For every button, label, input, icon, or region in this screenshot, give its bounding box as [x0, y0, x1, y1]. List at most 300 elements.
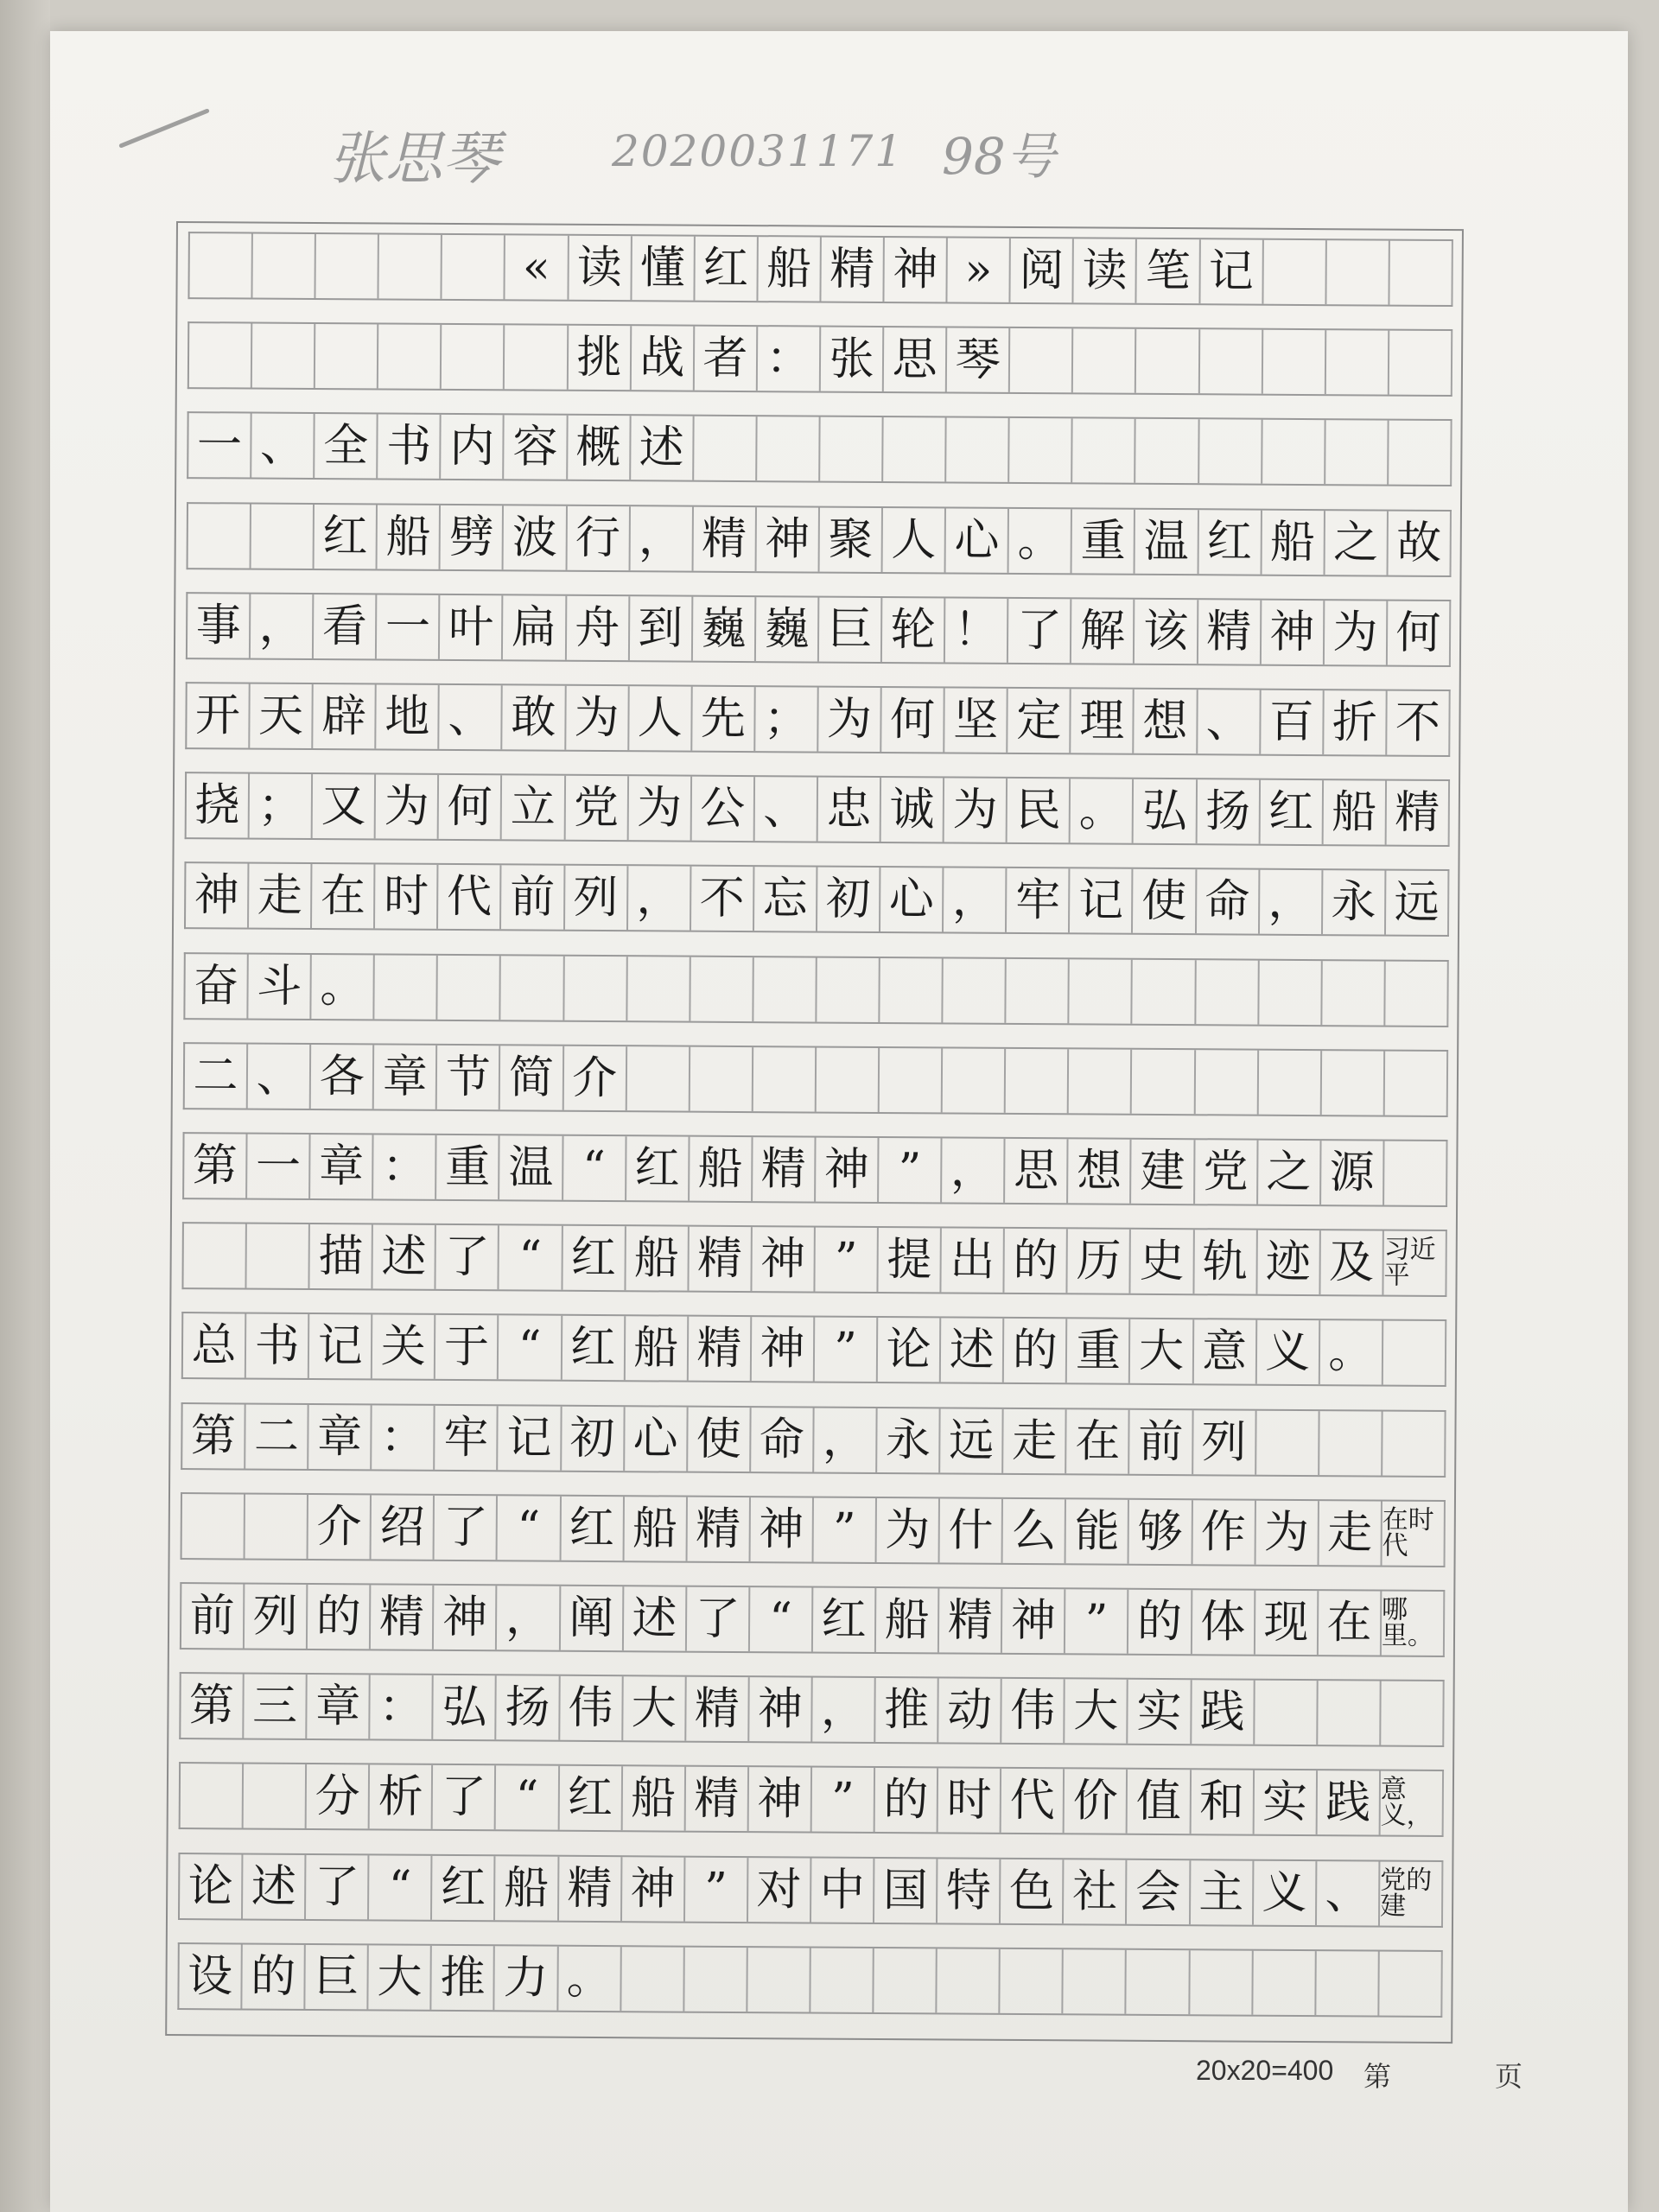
grid-cell: ， [812, 1678, 876, 1742]
grid-cell: 述 [624, 1586, 688, 1650]
grid-cell [757, 417, 821, 481]
grid-cell: 推 [875, 1678, 939, 1742]
grid-cell: 不 [1387, 691, 1451, 755]
grid-cell: 精 [1387, 781, 1451, 845]
grid-cell: 论 [180, 1854, 244, 1918]
grid-cell: 神 [750, 1497, 814, 1561]
grid-cell: 阐 [560, 1586, 624, 1650]
grid-cell: 意义， [1381, 1771, 1445, 1835]
grid-row [177, 1942, 1442, 2018]
grid-cell: 故 [1388, 511, 1452, 575]
grid-cell: 战 [632, 326, 696, 390]
grid-cell [1389, 421, 1452, 485]
grid-cell: 中 [811, 1858, 875, 1922]
grid-cell: 精 [559, 1856, 623, 1920]
grid-cell: 神 [186, 863, 250, 927]
grid-cell: 懂 [632, 236, 696, 300]
grid-cell: ， [944, 868, 1007, 932]
grid-cell: 红 [432, 1855, 496, 1919]
grid-cell: 前 [1130, 1409, 1194, 1473]
grid-cell [694, 416, 758, 480]
grid-row [183, 1042, 1448, 1117]
grid-cell: 巍 [756, 597, 820, 661]
grid-cell: 精 [689, 1317, 753, 1381]
grid-cell [1322, 1051, 1386, 1115]
grid-cell [880, 958, 944, 1022]
grid-cell [627, 957, 691, 1020]
grid-cell [1389, 241, 1453, 305]
grid-cell [1389, 331, 1453, 395]
grid-cell: 作 [1192, 1500, 1256, 1564]
grid-cell: 天 [250, 684, 314, 748]
grid-cell: 精 [693, 506, 757, 570]
grid-cell [1069, 1049, 1133, 1113]
grid-cell: 描 [310, 1224, 374, 1288]
grid-cell [316, 234, 380, 298]
grid-cell [1255, 1681, 1319, 1745]
grid-cell: 章 [310, 1135, 374, 1198]
grid-cell: 神 [885, 238, 949, 302]
grid-cell: 立 [502, 776, 566, 840]
grid-cell: 斗 [248, 954, 312, 1018]
grid-cell [438, 955, 502, 1019]
grid-cell: 永 [1323, 871, 1387, 935]
grid-cell: 了 [1008, 599, 1072, 663]
grid-cell: 读 [1074, 238, 1138, 302]
grid-row [184, 861, 1449, 937]
grid-cell [1262, 420, 1326, 484]
grid-cell [442, 235, 506, 299]
grid-cell: 述 [631, 416, 695, 480]
grid-row [181, 1492, 1446, 1567]
grid-cell: “ [369, 1855, 433, 1919]
grid-cell: 为 [877, 1498, 941, 1562]
grid-cell: ： [758, 327, 822, 391]
grid-cell [1325, 421, 1389, 485]
grid-cell [1383, 1321, 1447, 1385]
grid-cell: 永 [877, 1408, 941, 1472]
grid-row [187, 411, 1452, 486]
grid-cell: 使 [1133, 869, 1197, 933]
grid-cell: 列 [565, 866, 629, 930]
grid-cell: 、 [251, 414, 315, 478]
grid-cell: 精 [939, 1588, 1003, 1652]
grid-cell: ： [372, 1405, 435, 1469]
grid-cell [189, 323, 253, 387]
grid-cell: 记 [309, 1314, 373, 1378]
grid-cell: 船 [626, 1317, 690, 1381]
grid-cell: 忠 [818, 778, 882, 842]
grid-cell: 记 [1070, 869, 1134, 933]
grid-cell [252, 324, 316, 388]
grid-cell [690, 957, 754, 1020]
grid-cell: 开 [187, 683, 251, 747]
grid-cell: 建 [1132, 1140, 1196, 1204]
grid-cell: 和 [1191, 1770, 1255, 1834]
grid-cell: 神 [434, 1586, 498, 1649]
grid-cell: 色 [1001, 1859, 1065, 1923]
grid-cell: 为 [566, 686, 630, 750]
grid-cell: 精 [687, 1497, 751, 1560]
grid-cell: 神 [1262, 600, 1325, 664]
grid-cell [1385, 961, 1449, 1025]
grid-cell [817, 957, 880, 1021]
grid-cell [1199, 329, 1263, 393]
grid-cell: 践 [1192, 1680, 1255, 1744]
grid-cell: 时 [938, 1769, 1002, 1833]
grid-cell [817, 1047, 880, 1111]
grid-cell [188, 504, 252, 568]
grid-cell: » [948, 238, 1012, 302]
grid-cell: ： [371, 1675, 435, 1739]
grid-cell: 之 [1258, 1141, 1322, 1205]
grid-size-label: 20x20=400 [1196, 2055, 1334, 2086]
grid-cell: 民 [1007, 779, 1071, 842]
grid-cell: 了 [433, 1765, 497, 1829]
grid-cell: 党 [565, 776, 629, 840]
grid-cell [874, 1948, 938, 2012]
grid-cell: 推 [432, 1946, 496, 2010]
grid-cell: 劈 [441, 505, 505, 569]
grid-cell: 公 [691, 777, 755, 841]
grid-cell [938, 1948, 1001, 2012]
grid-cell: 张 [821, 327, 885, 391]
grid-cell: 的 [1128, 1590, 1192, 1654]
grid-cell: 人 [629, 686, 693, 750]
grid-cell: 会 [1127, 1859, 1191, 1923]
grid-row [181, 1222, 1446, 1297]
grid-cell [1001, 1949, 1065, 2013]
grid-cell: 为 [1325, 601, 1389, 664]
grid-cell: 章 [308, 1405, 372, 1469]
grid-cell: 地 [377, 684, 441, 748]
grid-cell [1006, 1049, 1070, 1113]
grid-cell: 扬 [1197, 779, 1261, 843]
grid-cell: 神 [622, 1857, 686, 1921]
grid-cell: 神 [752, 1317, 816, 1381]
grid-cell: 特 [938, 1859, 1001, 1923]
grid-cell: 、 [1198, 690, 1262, 753]
grid-cell: 船 [876, 1588, 940, 1652]
grid-cell [189, 233, 253, 297]
grid-cell: 辟 [313, 684, 377, 748]
grid-cell: 的 [308, 1585, 372, 1649]
grid-cell: 该 [1135, 600, 1198, 664]
grid-cell: 思 [884, 327, 948, 391]
grid-cell: 历 [1068, 1230, 1132, 1294]
grid-cell: 、 [440, 685, 504, 749]
grid-cell [1322, 961, 1386, 1025]
grid-cell: 红 [561, 1497, 625, 1560]
grid-cell: 关 [372, 1315, 436, 1379]
grid-cell: 述 [373, 1225, 437, 1289]
grid-cell: 理 [1071, 689, 1135, 753]
grid-cell: 第 [184, 1134, 248, 1198]
grid-cell: 总 [183, 1313, 247, 1377]
grid-cell: 轮 [882, 598, 946, 662]
grid-cell: 各 [311, 1045, 375, 1109]
grid-cell: 哪里。 [1382, 1592, 1446, 1656]
grid-cell: ” [815, 1318, 879, 1382]
grid-cell: 大 [1065, 1680, 1129, 1744]
grid-cell: 介 [563, 1046, 627, 1110]
grid-cell [182, 1494, 246, 1558]
grid-cell: 读 [569, 236, 632, 300]
grid-cell [379, 234, 443, 298]
grid-cell: ” [812, 1768, 876, 1832]
grid-cell: 温 [1135, 509, 1199, 573]
grid-cell [1259, 960, 1323, 1024]
grid-cell: 二 [185, 1044, 249, 1108]
grid-cell [747, 1948, 811, 2012]
grid-cell: 全 [315, 414, 378, 478]
grid-cell: 践 [1317, 1770, 1381, 1834]
grid-cell: 走 [249, 864, 313, 928]
grid-cell: 牢 [1007, 868, 1071, 932]
grid-cell: 。 [1009, 508, 1073, 572]
grid-cell [1133, 959, 1197, 1023]
grid-cell: 牢 [435, 1405, 499, 1469]
grid-cell: ； [755, 687, 819, 751]
grid-cell: 看 [314, 594, 378, 658]
grid-cell: 使 [688, 1407, 752, 1471]
grid-cell: 值 [1128, 1770, 1192, 1834]
grid-cell: 习近平 [1383, 1231, 1447, 1295]
grid-cell: 的 [242, 1944, 306, 2008]
grid-cell: 红 [695, 237, 759, 301]
grid-cell: 为 [818, 688, 882, 752]
grid-cell: 船 [624, 1497, 688, 1560]
grid-cell [1258, 1050, 1322, 1114]
grid-cell: 神 [749, 1677, 813, 1741]
grid-cell [183, 1224, 247, 1287]
grid-cell: ， [1260, 870, 1324, 934]
grid-row [186, 592, 1451, 667]
grid-cell: 叶 [440, 595, 504, 659]
grid-cell [1136, 329, 1200, 393]
grid-cell: 在 [1319, 1591, 1382, 1655]
grid-cell [810, 1948, 874, 2012]
grid-cell: 现 [1255, 1591, 1319, 1655]
grid-row [181, 1402, 1446, 1478]
grid-cell: 巍 [693, 596, 757, 660]
grid-cell: 的 [1004, 1319, 1068, 1382]
grid-cell: 党的建 [1380, 1861, 1444, 1925]
grid-cell: 二 [245, 1404, 309, 1468]
grid-row [188, 232, 1452, 307]
grid-cell [1070, 959, 1134, 1023]
grid-cell: 章 [374, 1045, 438, 1109]
grid-cell: 、 [755, 777, 819, 841]
grid-cell [1256, 1410, 1320, 1474]
grid-cell: 、 [248, 1044, 312, 1108]
grid-cell: 一 [247, 1135, 311, 1198]
grid-cell [1381, 1681, 1445, 1745]
grid-cell: 远 [940, 1408, 1004, 1472]
grid-cell [1007, 958, 1071, 1022]
grid-cell: 记 [499, 1406, 563, 1470]
grid-cell [1382, 1411, 1446, 1475]
grid-cell: 什 [940, 1498, 1004, 1562]
grid-cell: 精 [686, 1677, 750, 1741]
grid-cell: 对 [748, 1858, 812, 1922]
grid-cell [943, 1048, 1007, 1112]
grid-cell [880, 1048, 944, 1112]
grid-cell: 神 [1002, 1589, 1066, 1653]
grid-cell [247, 1224, 311, 1288]
grid-cell: 想 [1068, 1139, 1132, 1203]
grid-cell [753, 957, 817, 1021]
grid-cell: 船 [690, 1137, 753, 1201]
grid-cell: 事 [188, 594, 251, 658]
grid-cell [1384, 1141, 1448, 1205]
grid-cell: 何 [1388, 601, 1452, 664]
grid-cell: 红 [562, 1316, 626, 1380]
grid-cell [505, 326, 569, 390]
page-suffix-label: 页 [1495, 2061, 1523, 2092]
grid-cell: 神 [752, 1227, 816, 1291]
grid-cell: 章 [307, 1675, 371, 1738]
grid-cell: 实 [1128, 1680, 1192, 1744]
grid-cell: 思 [1005, 1139, 1069, 1203]
grid-cell: 第 [181, 1674, 245, 1738]
grid-cell [1073, 329, 1137, 393]
grid-cell [442, 325, 505, 389]
grid-cell: 及 [1320, 1230, 1384, 1294]
header-seat-number: 98号 [942, 127, 1056, 186]
grid-cell: 船 [378, 505, 442, 569]
grid-cell [1262, 330, 1326, 394]
grid-cell: 。 [312, 955, 376, 1019]
grid-cell [1385, 1051, 1449, 1115]
grid-cell: 者 [695, 327, 759, 391]
grid-cell: 温 [500, 1135, 564, 1199]
grid-cell: 行 [567, 505, 631, 569]
grid-cell: 心 [625, 1407, 689, 1471]
grid-cell: ” [685, 1857, 749, 1921]
grid-cell: « [505, 235, 569, 299]
grid-cell: 容 [505, 416, 569, 480]
grid-cell: 一 [377, 594, 441, 658]
grid-cell: 到 [630, 596, 694, 660]
grid-cell: 又 [313, 774, 377, 838]
grid-cell: 红 [626, 1136, 690, 1200]
grid-cell [1132, 1050, 1196, 1114]
grid-cell: “ [563, 1136, 627, 1200]
grid-cell: 先 [692, 687, 756, 751]
grid-cell: 忘 [754, 867, 818, 931]
grid-cell: 重 [1072, 509, 1136, 573]
grid-cell: 挠 [187, 773, 251, 837]
grid-cell: 神 [816, 1138, 880, 1202]
grid-cell: 船 [1323, 780, 1387, 844]
grid-cell: 主 [1191, 1860, 1255, 1924]
grid-cell: 何 [439, 775, 503, 839]
grid-cell: 分 [307, 1764, 371, 1828]
grid-cell: 的 [875, 1768, 939, 1832]
grid-cell: 一 [188, 413, 252, 477]
grid-cell: 船 [622, 1767, 686, 1831]
grid-cell: 笔 [1137, 239, 1201, 303]
grid-cell: 阅 [1011, 238, 1075, 302]
grid-cell: 析 [370, 1765, 434, 1829]
grid-cell [501, 956, 565, 1020]
grid-cell: 船 [758, 237, 822, 301]
grid-cell: ： [373, 1135, 437, 1198]
grid-cell: 出 [942, 1229, 1006, 1293]
grid-cell [944, 958, 1007, 1022]
grid-cell: ， [630, 506, 694, 570]
grid-cell: 大 [1130, 1319, 1194, 1383]
grid-cell: 心 [880, 868, 944, 931]
grid-cell: 琴 [947, 328, 1011, 392]
grid-cell: 重 [1067, 1319, 1131, 1383]
grid-cell [690, 1046, 754, 1110]
grid-cell: 。 [1071, 779, 1135, 843]
grid-cell: 了 [306, 1855, 370, 1919]
grid-cell: 书 [378, 415, 442, 479]
grid-cell: ” [815, 1228, 879, 1292]
grid-cell: 心 [946, 508, 1010, 572]
grid-cell: 船 [1262, 510, 1325, 574]
grid-cell: 了 [436, 1225, 500, 1289]
grid-cell: 史 [1131, 1230, 1195, 1294]
grid-cell: 精 [689, 1227, 753, 1291]
grid-cell: ” [1065, 1589, 1129, 1653]
grid-cell: 百 [1261, 690, 1325, 754]
grid-cell [1326, 240, 1390, 304]
grid-cell: 书 [246, 1314, 310, 1378]
grid-cell [1326, 330, 1390, 394]
grid-cell [1127, 1950, 1191, 2014]
grid-cell: 内 [442, 415, 505, 479]
grid-cell: 红 [563, 1226, 626, 1290]
grid-cell: 为 [628, 776, 692, 840]
grid-cell: 大 [623, 1676, 687, 1740]
grid-row [181, 1312, 1446, 1387]
grid-cell: 前 [181, 1584, 245, 1648]
grid-row [185, 772, 1450, 847]
grid-cell: 弘 [434, 1675, 498, 1739]
grid-cell: 义 [1256, 1320, 1320, 1384]
grid-cell: 奋 [185, 954, 249, 1018]
grid-row [178, 1853, 1443, 1928]
grid-cell: 动 [938, 1679, 1002, 1743]
grid-cell [1263, 240, 1327, 304]
grid-cell: 诚 [881, 778, 945, 842]
grid-cell: 列 [1193, 1410, 1257, 1474]
grid-cell: “ [496, 1766, 560, 1830]
grid-cell [375, 955, 439, 1019]
grid-cell: 定 [1008, 689, 1072, 753]
grid-cell: 船 [626, 1226, 690, 1290]
grid-cell [946, 418, 1010, 482]
grid-cell: 简 [500, 1046, 564, 1109]
grid-cell: 体 [1192, 1590, 1255, 1654]
grid-cell: 了 [435, 1496, 499, 1560]
grid-row [183, 952, 1448, 1027]
grid-cell: 三 [244, 1675, 308, 1738]
grid-cell: 扬 [497, 1675, 561, 1739]
grid-cell [1009, 418, 1073, 482]
grid-cell: ； [250, 774, 314, 838]
grid-cell: 初 [562, 1406, 626, 1470]
grid-cell: 远 [1386, 871, 1450, 935]
grid-cell: 够 [1129, 1500, 1193, 1564]
grid-cell: 力 [495, 1946, 559, 2010]
grid-cell [564, 956, 628, 1020]
header-student-id: 2020031171 [612, 126, 905, 176]
